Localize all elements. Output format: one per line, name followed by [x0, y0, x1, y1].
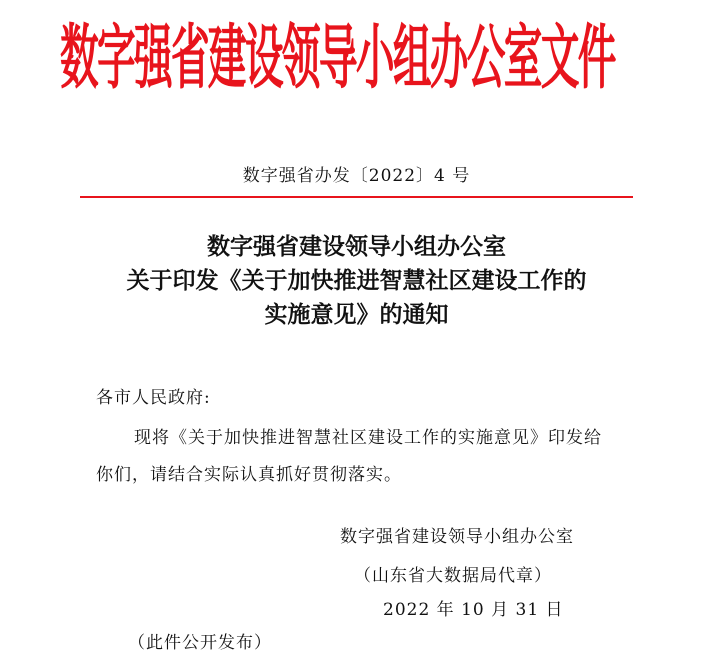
title-line-1: 数字强省建设领导小组办公室 [207, 233, 506, 260]
signature-date: 2022 年 10 月 31 日 [383, 600, 564, 620]
title-line-3: 实施意见》的通知 [264, 301, 449, 328]
red-masthead [60, 2, 653, 114]
signature-organization: 数字强省建设领导小组办公室 [340, 527, 574, 547]
document-title [60, 230, 653, 332]
salutation: 各市人民政府: [96, 388, 211, 408]
signature-seal-note: （山东省大数据局代章） [354, 566, 552, 586]
publication-note: （此件公开发布） [128, 633, 272, 653]
masthead-title: 数字强省建设领导小组办公室文件 [60, 16, 615, 99]
red-divider-line [80, 196, 633, 198]
title-line-2: 关于印发《关于加快推进智慧社区建设工作的 [126, 267, 587, 294]
body-paragraph-line-2: 你们，请结合实际认真抓好贯彻落实。 [96, 465, 402, 485]
body-paragraph-line-1: 现将《关于加快推进智慧社区建设工作的实施意见》印发给 [134, 428, 602, 448]
document-number: 数字强省办发〔2022〕4 号 [242, 166, 471, 186]
